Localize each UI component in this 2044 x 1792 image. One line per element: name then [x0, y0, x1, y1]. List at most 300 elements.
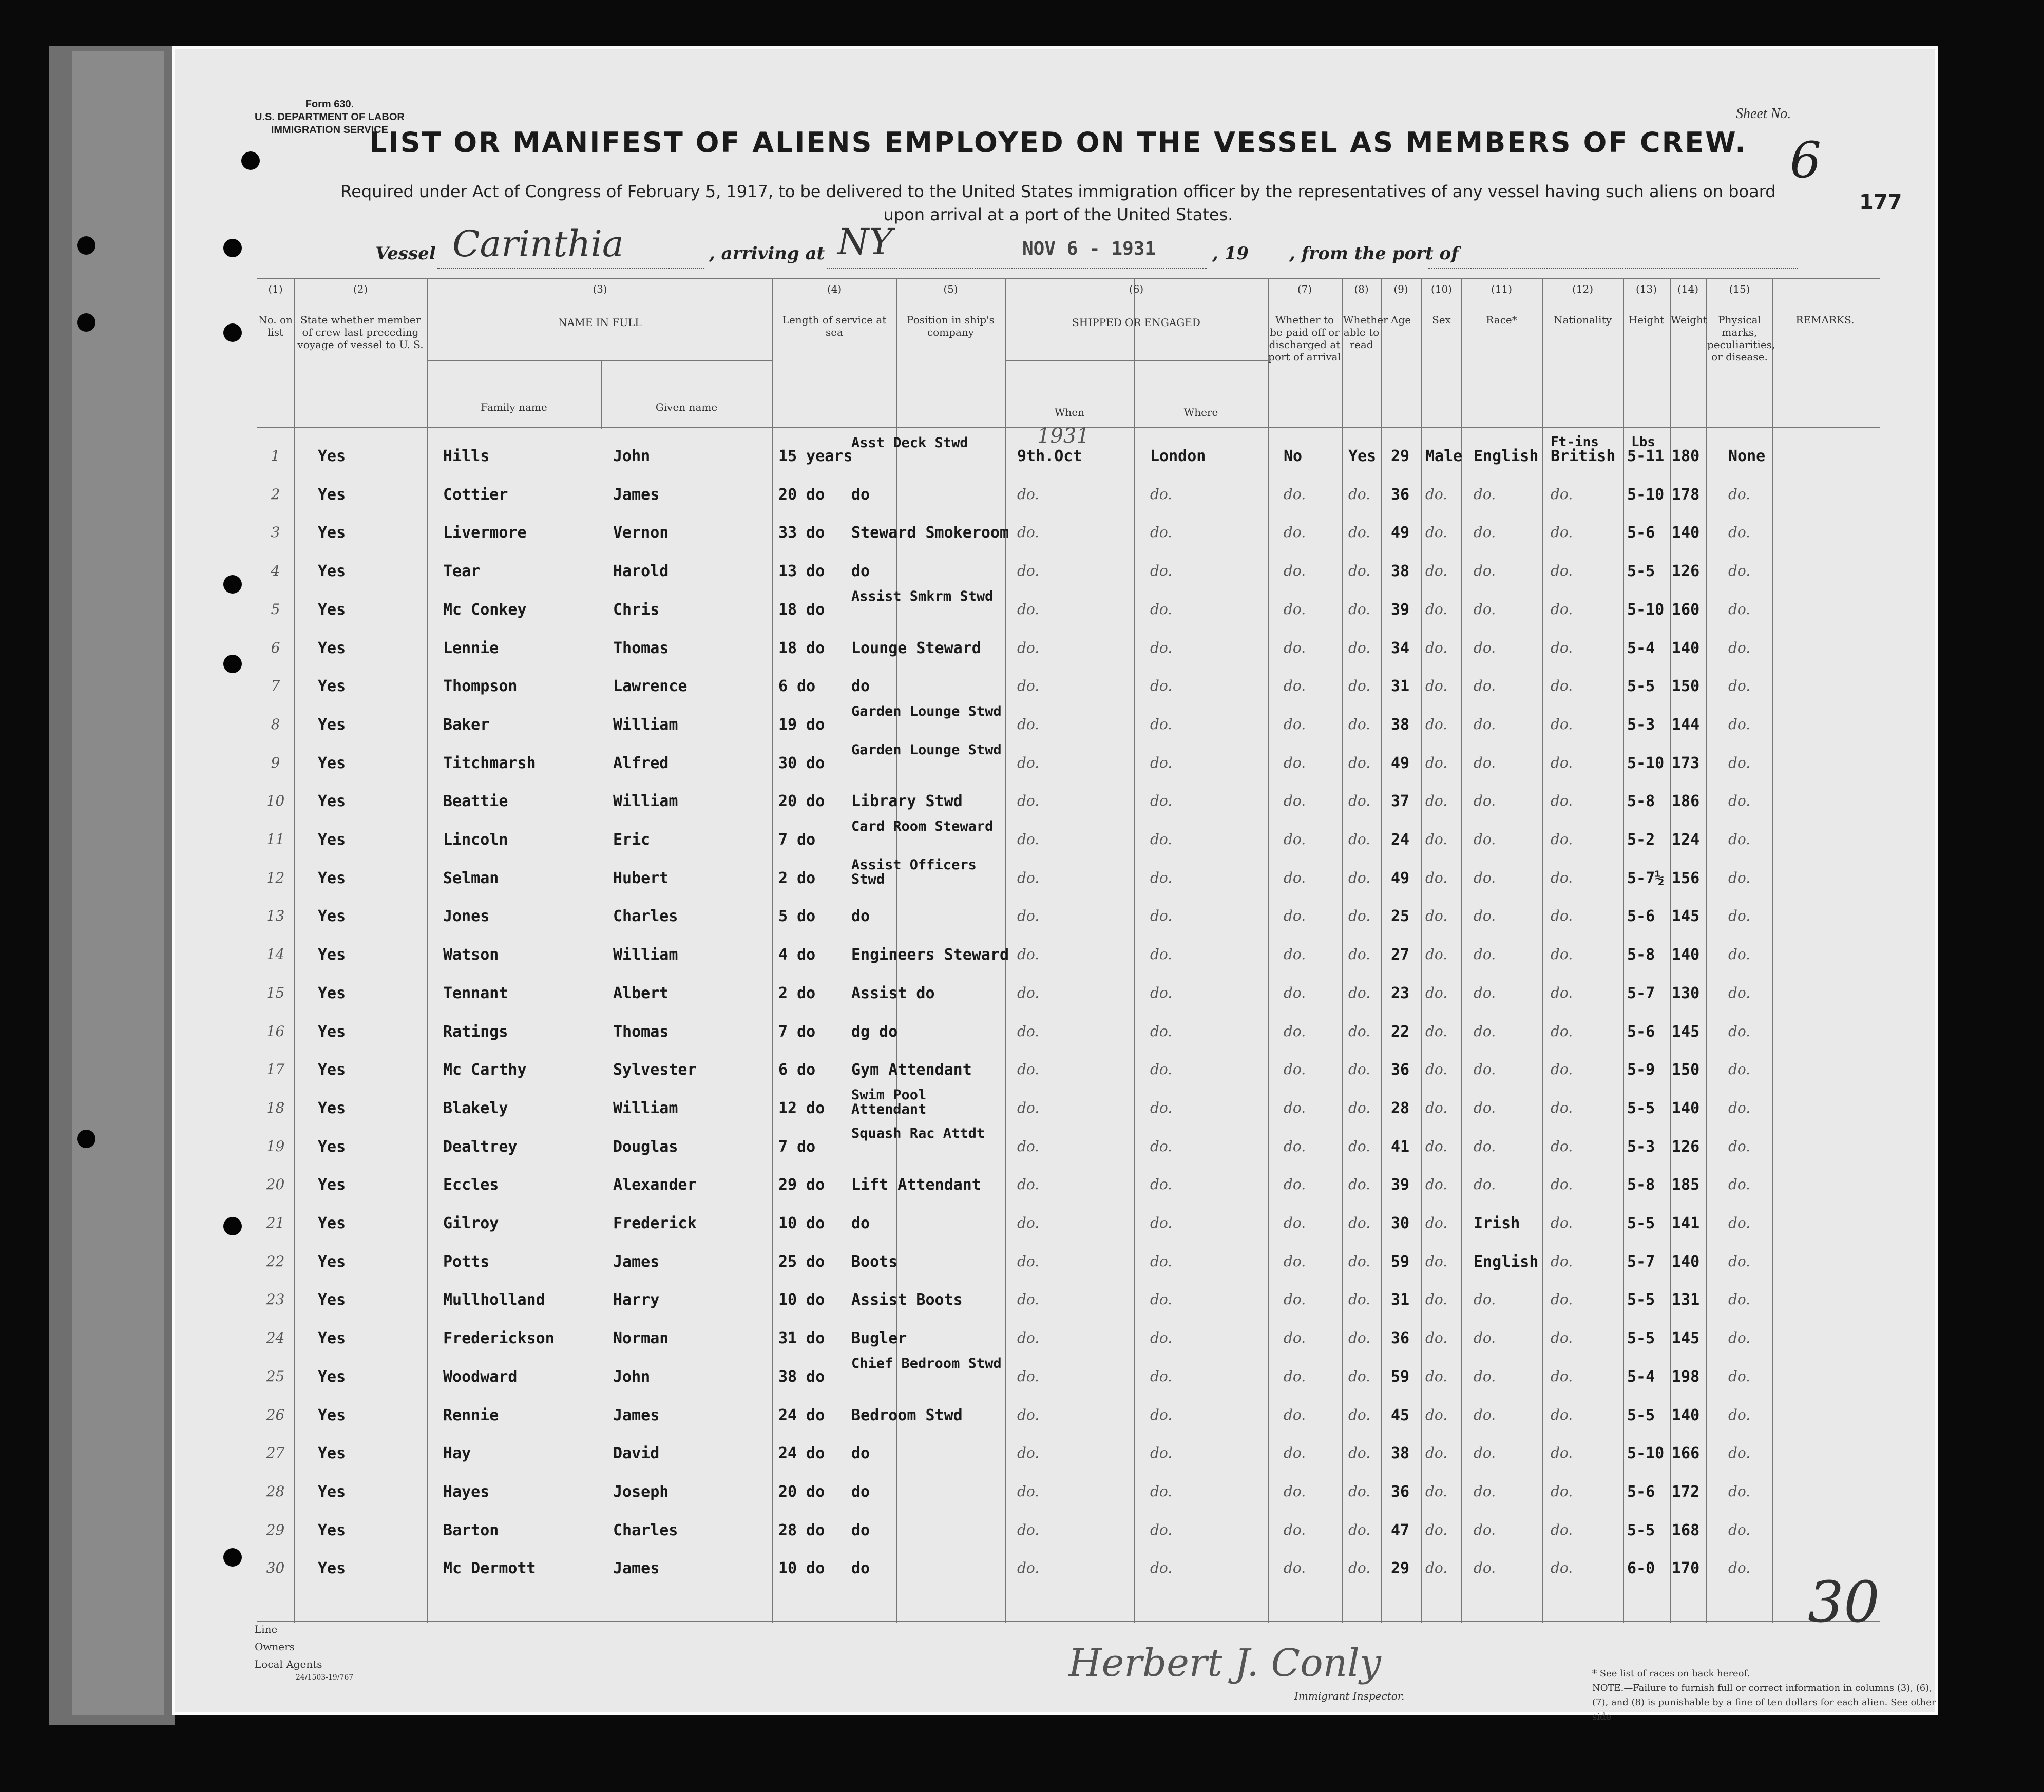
- physical-marks: do.: [1728, 1406, 1751, 1423]
- age: 27: [1391, 946, 1410, 964]
- family-name: Dealtrey: [443, 1138, 518, 1156]
- sex: do.: [1425, 1559, 1448, 1576]
- age: 39: [1391, 1176, 1410, 1194]
- prev-voyage: Yes: [318, 1099, 346, 1117]
- service-length: 25 do: [778, 1253, 825, 1271]
- age: 41: [1391, 1138, 1410, 1156]
- from-port-label: , from the port of: [1289, 243, 1459, 264]
- family-name: Livermore: [443, 524, 527, 542]
- able-to-read: do.: [1348, 792, 1371, 809]
- nationality: do.: [1551, 639, 1573, 656]
- shipped-where-header: Where: [1183, 406, 1218, 418]
- height: 5-10: [1627, 754, 1665, 772]
- given-name: Harry: [613, 1291, 660, 1309]
- from-underline: [1428, 268, 1798, 269]
- given-name: Douglas: [613, 1138, 678, 1156]
- given-name: Vernon: [613, 524, 669, 542]
- nationality: do.: [1551, 1559, 1573, 1576]
- prev-voyage: Yes: [318, 486, 346, 504]
- race: do.: [1474, 754, 1496, 771]
- race: do.: [1474, 1368, 1496, 1385]
- family-name: Ratings: [443, 1023, 508, 1041]
- position: do: [851, 1444, 870, 1462]
- shipped-where: do.: [1150, 1023, 1173, 1040]
- family-name: Mc Carthy: [443, 1061, 527, 1079]
- able-to-read: do.: [1348, 562, 1371, 579]
- family-name: Gilroy: [443, 1214, 499, 1232]
- nationality: do.: [1551, 562, 1573, 579]
- able-to-read: do.: [1348, 716, 1371, 733]
- column-rule: [427, 278, 428, 1623]
- column-header: Position in ship's company: [907, 314, 995, 338]
- age: 25: [1391, 907, 1410, 925]
- column-rule: [1706, 278, 1707, 1623]
- shipped-when: 9th.Oct: [1017, 447, 1082, 465]
- shipped-where: London: [1150, 447, 1206, 465]
- race: do.: [1474, 869, 1496, 886]
- punch-hole: [223, 655, 242, 673]
- family-name: Frederickson: [443, 1329, 555, 1347]
- position: dg do: [851, 1023, 898, 1041]
- row-number: 20: [266, 1176, 285, 1193]
- prev-voyage: Yes: [318, 1444, 346, 1462]
- height: 5-8: [1627, 946, 1655, 964]
- shipped-where: do.: [1150, 1176, 1173, 1193]
- paid-off: do.: [1284, 792, 1306, 809]
- able-to-read: do.: [1348, 1253, 1371, 1270]
- sex: do.: [1425, 1099, 1448, 1116]
- height: 5-6: [1627, 1483, 1655, 1501]
- vessel-line: [175, 221, 1941, 274]
- physical-marks: do.: [1728, 1291, 1751, 1308]
- able-to-read: do.: [1348, 869, 1371, 886]
- name-family-header: Family name: [481, 401, 547, 413]
- shipped-when: do.: [1017, 486, 1040, 503]
- prev-voyage: Yes: [318, 1559, 346, 1577]
- prev-voyage: Yes: [318, 716, 346, 734]
- shipped-where: do.: [1150, 1368, 1173, 1385]
- shipped-when: do.: [1017, 524, 1040, 541]
- prev-voyage: Yes: [318, 984, 346, 1002]
- given-name: John: [613, 447, 651, 465]
- position: Asst Deck Stwd: [851, 435, 968, 451]
- requirement-text: Required under Act of Congress of February 5, 1917, to be delivered to the United States immigration officer by the representatives of any vessel having such aliens on board upon arrival at a port of the United States.: [340, 182, 1776, 224]
- physical-marks: do.: [1728, 1483, 1751, 1500]
- shipped-when: do.: [1017, 562, 1040, 579]
- prev-voyage: Yes: [318, 1521, 346, 1539]
- paid-off: do.: [1284, 1176, 1306, 1193]
- able-to-read: do.: [1348, 524, 1371, 541]
- height: 5-5: [1627, 562, 1655, 580]
- race: do.: [1474, 524, 1496, 541]
- service-length: 38 do: [778, 1368, 825, 1386]
- shipped-where: do.: [1150, 677, 1173, 694]
- physical-marks: do.: [1728, 946, 1751, 963]
- age: 49: [1391, 869, 1410, 887]
- able-to-read: do.: [1348, 1138, 1371, 1155]
- row-number: 14: [266, 946, 285, 963]
- shipped-when-header: When: [1054, 406, 1085, 418]
- shipped-when: do.: [1017, 1559, 1040, 1576]
- shipped-when: do.: [1017, 792, 1040, 809]
- tally-count: 30: [1808, 1569, 1880, 1635]
- given-name: Charles: [613, 1521, 678, 1539]
- nationality: do.: [1551, 792, 1573, 809]
- shipped-when: do.: [1017, 1061, 1040, 1078]
- given-name: Thomas: [613, 1023, 669, 1041]
- service-length: 24 do: [778, 1444, 825, 1462]
- owners-label: Owners: [255, 1641, 295, 1653]
- column-header: Nationality: [1554, 314, 1612, 326]
- able-to-read: do.: [1348, 1521, 1371, 1538]
- shipped-when: do.: [1017, 677, 1040, 694]
- shipped-where: do.: [1150, 984, 1173, 1001]
- physical-marks: do.: [1728, 754, 1751, 771]
- prev-voyage: Yes: [318, 831, 346, 849]
- physical-marks: do.: [1728, 869, 1751, 886]
- punch-hole: [241, 151, 260, 170]
- column-number: (15): [1729, 283, 1750, 295]
- sex: do.: [1425, 1176, 1448, 1193]
- column-rule: [1381, 278, 1382, 1623]
- agents-label: Local Agents: [255, 1658, 322, 1670]
- position: Chief Bedroom Stwd: [851, 1356, 1002, 1371]
- height: 5-11: [1627, 447, 1665, 465]
- position: Squash Rac Attdt: [851, 1126, 985, 1141]
- row-number: 8: [271, 716, 280, 733]
- column-rule: [1421, 278, 1422, 1623]
- column-rule: [1542, 278, 1543, 1623]
- physical-marks: do.: [1728, 562, 1751, 579]
- physical-marks: do.: [1728, 984, 1751, 1001]
- sex: do.: [1425, 601, 1448, 618]
- race: do.: [1474, 792, 1496, 809]
- sex: do.: [1425, 869, 1448, 886]
- sex: do.: [1425, 1521, 1448, 1538]
- family-name: Potts: [443, 1253, 490, 1271]
- sex: do.: [1425, 946, 1448, 963]
- physical-marks: do.: [1728, 792, 1751, 809]
- weight: 130: [1672, 984, 1700, 1002]
- physical-marks: do.: [1728, 1559, 1751, 1576]
- given-name: Harold: [613, 562, 669, 580]
- paid-off: do.: [1284, 1138, 1306, 1155]
- position: Assist Boots: [851, 1291, 963, 1309]
- age: 22: [1391, 1023, 1410, 1041]
- vessel-underline: [437, 268, 704, 269]
- row-number: 18: [266, 1099, 285, 1116]
- age: 28: [1391, 1099, 1410, 1117]
- prev-voyage: Yes: [318, 1483, 346, 1501]
- height: 5-3: [1627, 716, 1655, 734]
- service-length: 2 do: [778, 984, 816, 1002]
- weight: 140: [1672, 639, 1700, 657]
- paid-off: do.: [1284, 1368, 1306, 1385]
- able-to-read: do.: [1348, 486, 1371, 503]
- able-to-read: do.: [1348, 1559, 1371, 1576]
- nationality: do.: [1551, 486, 1573, 503]
- page-number: 177: [1859, 190, 1902, 214]
- column-header: Whether able to read: [1343, 314, 1388, 351]
- nationality: do.: [1551, 1444, 1573, 1461]
- race: Irish: [1474, 1214, 1520, 1232]
- column-rule: [1461, 278, 1462, 1623]
- physical-marks: do.: [1728, 716, 1751, 733]
- service-length: 13 do: [778, 562, 825, 580]
- given-name: Norman: [613, 1329, 669, 1347]
- service-length: 12 do: [778, 1099, 825, 1117]
- weight: 145: [1672, 907, 1700, 925]
- inspector-label: Immigrant Inspector.: [1294, 1690, 1405, 1702]
- height: 5-5: [1627, 1291, 1655, 1309]
- sex: Male: [1425, 447, 1463, 465]
- service-length: 28 do: [778, 1521, 825, 1539]
- shipped-where: do.: [1150, 1559, 1173, 1576]
- weight: 141: [1672, 1214, 1700, 1232]
- height: 5-5: [1627, 1521, 1655, 1539]
- line-label: Line: [255, 1623, 278, 1635]
- age: 59: [1391, 1253, 1410, 1271]
- height: 5-2: [1627, 831, 1655, 849]
- position: Garden Lounge Stwd: [851, 742, 1002, 758]
- given-name: Sylvester: [613, 1061, 697, 1079]
- page-title: LIST OR MANIFEST OF ALIENS EMPLOYED ON THE VESSEL AS MEMBERS OF CREW.: [369, 126, 1747, 159]
- position: Garden Lounge Stwd: [851, 703, 1002, 719]
- department: U.S. DEPARTMENT OF LABOR: [255, 111, 405, 123]
- penalty-note: NOTE.—Failure to furnish full or correct information in columns (3), (6), (7), and (8) is punishable by a fine of ten dollars for each alien. See other side: [1592, 1683, 1936, 1722]
- family-name: Selman: [443, 869, 499, 887]
- family-name: Jones: [443, 907, 490, 925]
- able-to-read: do.: [1348, 1368, 1371, 1385]
- family-name: Hills: [443, 447, 490, 465]
- shipped-where: do.: [1150, 486, 1173, 503]
- family-name: Hayes: [443, 1483, 490, 1501]
- paid-off: do.: [1284, 984, 1306, 1001]
- service-length: 10 do: [778, 1559, 825, 1577]
- able-to-read: do.: [1348, 1214, 1371, 1231]
- nationality: do.: [1551, 1099, 1573, 1116]
- age: 24: [1391, 831, 1410, 849]
- shipped-where: do.: [1150, 524, 1173, 541]
- column-rule: [1268, 278, 1269, 1623]
- sex: do.: [1425, 907, 1448, 924]
- able-to-read: do.: [1348, 1176, 1371, 1193]
- paid-off: do.: [1284, 1521, 1306, 1538]
- row-number: 6: [271, 639, 280, 656]
- form-number: Form 630.: [305, 99, 354, 110]
- race: do.: [1474, 907, 1496, 924]
- shipped-when: do.: [1017, 601, 1040, 618]
- position: Assist Smkrm Stwd: [851, 588, 994, 604]
- shipped-when: do.: [1017, 1406, 1040, 1423]
- sex: do.: [1425, 677, 1448, 694]
- weight: 166: [1672, 1444, 1700, 1462]
- column-header: SHIPPED OR ENGAGED: [1072, 316, 1200, 329]
- physical-marks: do.: [1728, 1368, 1751, 1385]
- sex: do.: [1425, 486, 1448, 503]
- nationality: do.: [1551, 907, 1573, 924]
- height: 5-4: [1627, 639, 1655, 657]
- shipped-where: do.: [1150, 1483, 1173, 1500]
- able-to-read: do.: [1348, 677, 1371, 694]
- row-number: 26: [266, 1406, 285, 1423]
- vessel-label: Vessel: [375, 243, 436, 264]
- sex: do.: [1425, 1061, 1448, 1078]
- physical-marks: do.: [1728, 1061, 1751, 1078]
- physical-marks: do.: [1728, 486, 1751, 503]
- paid-off: do.: [1284, 869, 1306, 886]
- service-length: 4 do: [778, 946, 816, 964]
- paid-off: do.: [1284, 1023, 1306, 1040]
- shipped-where: do.: [1150, 1406, 1173, 1423]
- physical-marks: do.: [1728, 1329, 1751, 1346]
- given-name: James: [613, 1406, 660, 1424]
- nationality: do.: [1551, 1138, 1573, 1155]
- prev-voyage: Yes: [318, 1253, 346, 1271]
- physical-marks: do.: [1728, 524, 1751, 541]
- physical-marks: do.: [1728, 1023, 1751, 1040]
- weight: 126: [1672, 1138, 1700, 1156]
- race: English: [1474, 447, 1539, 465]
- position: Swim Pool Attendant: [851, 1087, 927, 1117]
- able-to-read: do.: [1348, 1291, 1371, 1308]
- height: 5-9: [1627, 1061, 1655, 1079]
- shipped-where: do.: [1150, 639, 1173, 656]
- service-length: 31 do: [778, 1329, 825, 1347]
- name-sub-rule: [427, 360, 772, 361]
- given-name: Lawrence: [613, 677, 687, 695]
- service-length: 10 do: [778, 1214, 825, 1232]
- row-number: 1: [271, 447, 280, 464]
- sex: do.: [1425, 831, 1448, 848]
- paid-off: do.: [1284, 639, 1306, 656]
- height: 5-10: [1627, 486, 1665, 504]
- given-name: James: [613, 486, 660, 504]
- prev-voyage: Yes: [318, 946, 346, 964]
- column-header: Weight: [1671, 314, 1707, 326]
- punch-hole: [223, 575, 242, 594]
- prev-voyage: Yes: [318, 792, 346, 810]
- position: Assist Officers Stwd: [851, 857, 977, 887]
- prev-voyage: Yes: [318, 639, 346, 657]
- binder-edge-inner: [72, 51, 164, 1715]
- race: do.: [1474, 946, 1496, 963]
- column-number: (2): [353, 283, 368, 295]
- given-name: William: [613, 792, 678, 810]
- race: do.: [1474, 677, 1496, 694]
- given-name: Albert: [613, 984, 669, 1002]
- weight: 140: [1672, 1253, 1700, 1271]
- race: do.: [1474, 1406, 1496, 1423]
- prev-voyage: Yes: [318, 524, 346, 542]
- age: 30: [1391, 1214, 1410, 1232]
- paid-off: No: [1284, 447, 1303, 465]
- nationality: do.: [1551, 716, 1573, 733]
- age: 49: [1391, 524, 1410, 542]
- prev-voyage: Yes: [318, 1291, 346, 1309]
- arriving-underline: [827, 268, 1207, 269]
- column-header: Whether to be paid off or discharged at port of arrival: [1268, 314, 1341, 363]
- shipped-when: do.: [1017, 946, 1040, 963]
- physical-marks: do.: [1728, 1444, 1751, 1461]
- position: do: [851, 907, 870, 925]
- row-number: 24: [266, 1329, 285, 1346]
- shipped-when: do.: [1017, 1023, 1040, 1040]
- column-number: (5): [943, 283, 958, 295]
- physical-marks: do.: [1728, 1521, 1751, 1538]
- position: Engineers Steward: [851, 946, 1009, 964]
- service-length: 6 do: [778, 677, 816, 695]
- service-length: 7 do: [778, 831, 816, 849]
- height: 5-3: [1627, 1138, 1655, 1156]
- column-header: Race*: [1486, 314, 1517, 326]
- sex: do.: [1425, 792, 1448, 809]
- nationality: do.: [1551, 1521, 1573, 1538]
- family-name: Woodward: [443, 1368, 518, 1386]
- weight: 145: [1672, 1329, 1700, 1347]
- race: do.: [1474, 1291, 1496, 1308]
- age: 31: [1391, 1291, 1410, 1309]
- table-bottom-rule: [257, 1621, 1880, 1622]
- height: 5-5: [1627, 1329, 1655, 1347]
- weight: 140: [1672, 1406, 1700, 1424]
- row-number: 9: [271, 754, 280, 771]
- sex: do.: [1425, 639, 1448, 656]
- nationality: do.: [1551, 869, 1573, 886]
- prev-voyage: Yes: [318, 1138, 346, 1156]
- weight: 160: [1672, 601, 1700, 619]
- position: Boots: [851, 1253, 898, 1271]
- paid-off: do.: [1284, 1061, 1306, 1078]
- column-header: Height: [1628, 314, 1665, 326]
- family-name: Blakely: [443, 1099, 508, 1117]
- nationality: do.: [1551, 677, 1573, 694]
- paid-off: do.: [1284, 1329, 1306, 1346]
- vessel-name: Carinthia: [452, 223, 624, 265]
- punch-hole: [77, 1130, 95, 1148]
- given-name: Hubert: [613, 869, 669, 887]
- family-name: Cottier: [443, 486, 508, 504]
- service-length: 2 do: [778, 869, 816, 887]
- service-length: 18 do: [778, 601, 825, 619]
- family-name: Watson: [443, 946, 499, 964]
- age: 45: [1391, 1406, 1410, 1424]
- position: do: [851, 486, 870, 504]
- age: 36: [1391, 1061, 1410, 1079]
- crew-table: [257, 278, 1880, 1623]
- position: Lift Attendant: [851, 1176, 981, 1194]
- height: 6-0: [1627, 1559, 1655, 1577]
- age: 29: [1391, 1559, 1410, 1577]
- weight: 172: [1672, 1483, 1700, 1501]
- family-name: Lennie: [443, 639, 499, 657]
- column-number: (3): [593, 283, 607, 295]
- given-name: William: [613, 1099, 678, 1117]
- shipped-when: do.: [1017, 1138, 1040, 1155]
- prev-voyage: Yes: [318, 677, 346, 695]
- position: do: [851, 562, 870, 580]
- date-stamp: NOV 6 - 1931: [1022, 238, 1156, 259]
- age: 37: [1391, 792, 1410, 810]
- column-rule: [1670, 278, 1671, 1623]
- column-rule: [1623, 278, 1624, 1623]
- shipped-when: do.: [1017, 1291, 1040, 1308]
- service-length: 20 do: [778, 792, 825, 810]
- weight: 185: [1672, 1176, 1700, 1194]
- height: 5-10: [1627, 1444, 1665, 1462]
- physical-marks: do.: [1728, 1138, 1751, 1155]
- able-to-read: do.: [1348, 1444, 1371, 1461]
